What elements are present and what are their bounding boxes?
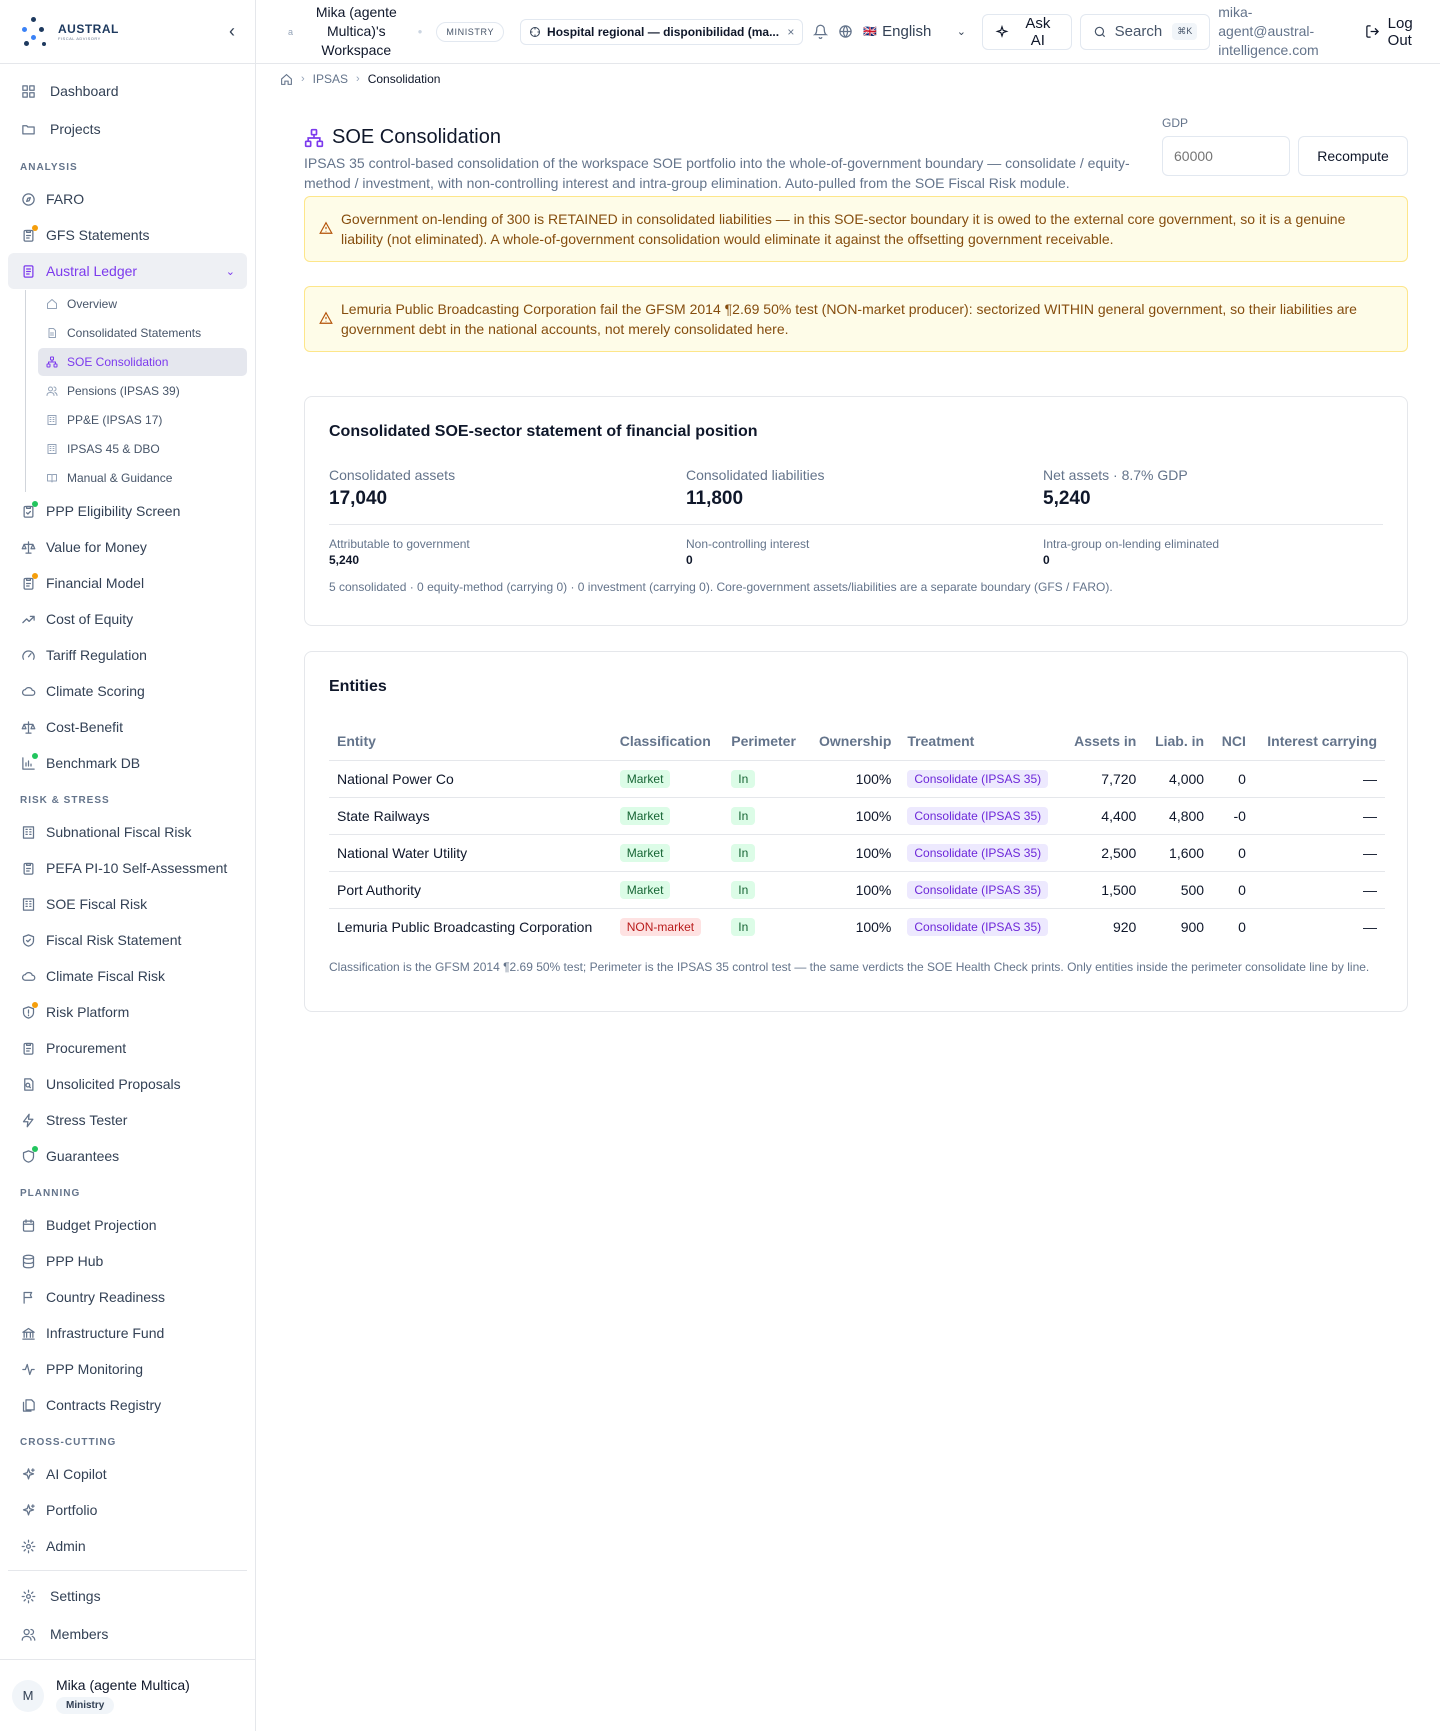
cell-assets: 1,500 xyxy=(1063,871,1145,908)
sidebar-item-label: Infrastructure Fund xyxy=(46,1325,165,1341)
chevron-down-icon: ⌄ xyxy=(225,265,235,278)
breadcrumb-chevron-icon: › xyxy=(356,73,360,85)
subnav-item-pp-e-ipsas-17[interactable] xyxy=(38,406,247,434)
sidebar-item-label: Subnational Fiscal Risk xyxy=(46,824,192,840)
sidebar-item-tariff-regulation[interactable] xyxy=(8,637,247,673)
status-dot xyxy=(32,573,38,579)
page-title: SOE Consolidation xyxy=(332,126,501,148)
scale-icon xyxy=(20,539,36,555)
cell-assets: 920 xyxy=(1112,918,1137,935)
sidebar-nav xyxy=(0,64,255,1661)
sidebar-item-label: Climate Scoring xyxy=(46,683,145,699)
treatment-badge: Consolidate (IPSAS 35) xyxy=(907,918,1048,936)
sidebar-item-benchmark-db[interactable] xyxy=(8,745,247,781)
col-treatment: Treatment xyxy=(899,722,1062,760)
sparkles-icon xyxy=(995,25,1009,39)
workspace-separator: ● xyxy=(417,27,423,36)
cell-classification xyxy=(612,871,724,908)
treatment-badge: Consolidate (IPSAS 35) xyxy=(907,881,1048,899)
subnav-item-label: SOE Consolidation xyxy=(67,355,169,369)
ministry-badge: MINISTRY xyxy=(436,22,504,42)
status-dot xyxy=(32,1002,38,1008)
clipboard-icon xyxy=(20,575,36,591)
status-dot xyxy=(32,753,38,759)
cell-interest-carrying: — xyxy=(1254,871,1385,908)
sidebar-item-contracts-registry[interactable] xyxy=(8,1387,247,1423)
cell-liabilities: 900 xyxy=(1180,918,1205,935)
classification-badge: Market xyxy=(620,770,671,788)
cell-classification xyxy=(612,908,724,945)
files-icon xyxy=(20,1397,36,1413)
chevron-down-icon: ⌄ xyxy=(956,26,967,38)
logout-button[interactable] xyxy=(1365,15,1440,49)
trend-up-icon xyxy=(20,611,36,627)
sub-metric-value: 0 xyxy=(1043,553,1050,567)
sidebar-item-label: PPP Monitoring xyxy=(46,1361,144,1377)
sidebar-item-label: Unsolicited Proposals xyxy=(46,1076,181,1092)
cell-entity: State Railways xyxy=(329,797,612,834)
metric-value: 17,040 xyxy=(329,488,388,509)
subnav-item-pensions-ipsas-39[interactable] xyxy=(38,377,247,405)
sidebar-item-risk-platform[interactable] xyxy=(8,994,247,1030)
folder-icon xyxy=(20,121,36,137)
cell-ownership: 100% xyxy=(855,918,892,935)
cell-ownership: 100% xyxy=(807,760,899,797)
col-entity: Entity xyxy=(329,722,612,760)
page-description: IPSAS 35 control-based consolidation of the workspace SOE portfolio into the whole-of-government boundary — consolidate / equity-method / investment, with non-controlling interest and intra-group elimination. Auto-pulled from the SOE Fiscal Risk module. xyxy=(304,155,1130,191)
building-icon xyxy=(46,414,59,427)
nav-section-heading: PLANNING xyxy=(20,1188,81,1199)
cell-treatment xyxy=(899,908,1062,945)
sidebar-item-austral-ledger[interactable] xyxy=(8,253,247,289)
sidebar-item-label: Contracts Registry xyxy=(46,1397,162,1413)
ledger-icon xyxy=(20,263,36,279)
shield-icon xyxy=(20,1148,36,1164)
cell-entity: Port Authority xyxy=(329,871,612,908)
sidebar-item-label: Value for Money xyxy=(46,539,147,555)
sub-metric-label: Non-controlling interest xyxy=(686,537,810,551)
metric-label: Consolidated liabilities xyxy=(686,467,825,483)
table-row[interactable] xyxy=(329,871,1385,908)
logo-mark-icon xyxy=(20,15,50,49)
sidebar-item-label: Portfolio xyxy=(46,1502,98,1518)
activity-icon xyxy=(20,1361,36,1377)
position-note: 5 consolidated · 0 equity-method (carrying 0) · 0 investment (carrying 0). Core-government assets/liabilities are a separate boundary (GFS / FARO). xyxy=(329,580,1113,594)
cell-liabilities: 500 xyxy=(1144,871,1212,908)
sub-metrics-row xyxy=(329,524,1383,567)
sidebar-item-fiscal-risk-statement[interactable] xyxy=(8,922,247,958)
cell-assets: 4,400 xyxy=(1063,797,1145,834)
cell-liabilities: 4,000 xyxy=(1144,760,1212,797)
breadcrumb xyxy=(280,72,440,86)
file-icon xyxy=(46,327,59,340)
user-email: mika-agent@austral-intelligence.com xyxy=(1218,4,1319,58)
treatment-badge: Consolidate (IPSAS 35) xyxy=(907,770,1048,788)
sidebar-item-members[interactable] xyxy=(8,1615,247,1653)
cell-classification xyxy=(612,760,724,797)
sidebar-item-infrastructure-fund[interactable] xyxy=(8,1315,247,1351)
page-header xyxy=(304,116,1408,193)
sidebar-item-projects[interactable] xyxy=(8,110,247,148)
sidebar-item-label: Admin xyxy=(46,1538,86,1554)
sidebar-item-budget-projection[interactable] xyxy=(8,1207,247,1243)
landmark-icon xyxy=(20,1325,36,1341)
sidebar-item-cost-benefit[interactable] xyxy=(8,709,247,745)
warning-triangle-icon xyxy=(319,221,333,235)
metric-value: 11,800 xyxy=(686,488,744,509)
sidebar-item-label: Country Readiness xyxy=(46,1289,166,1305)
subnav-item-overview[interactable] xyxy=(38,290,247,318)
user-role-badge: Ministry xyxy=(56,1697,114,1714)
building-icon xyxy=(46,443,59,456)
sidebar-item-value-for-money[interactable] xyxy=(8,529,247,565)
sidebar-item-stress-tester[interactable] xyxy=(8,1102,247,1138)
gdp-control xyxy=(1162,116,1408,176)
table-row[interactable] xyxy=(329,797,1385,834)
building-icon xyxy=(20,896,36,912)
sidebar xyxy=(0,0,256,1731)
sidebar-item-ppp-monitoring[interactable] xyxy=(8,1351,247,1387)
network-icon xyxy=(46,356,59,369)
sidebar-item-ppp-eligibility-screen[interactable] xyxy=(8,493,247,529)
sidebar-item-settings[interactable] xyxy=(8,1577,247,1615)
close-icon[interactable]: × xyxy=(787,24,795,39)
breadcrumb-chevron-icon: › xyxy=(301,73,305,85)
subnav-item-manual-guidance[interactable] xyxy=(38,464,247,492)
entities-card xyxy=(304,651,1408,1012)
search-button[interactable] xyxy=(1080,14,1211,50)
sidebar-item-dashboard[interactable] xyxy=(8,72,247,110)
recompute-button[interactable]: Recompute xyxy=(1298,136,1408,176)
crosshair-icon xyxy=(529,26,541,38)
cell-entity: National Power Co xyxy=(329,760,612,797)
compass-icon xyxy=(20,191,36,207)
sidebar-item-label: Members xyxy=(50,1626,109,1642)
sidebar-item-subnational-fiscal-risk[interactable] xyxy=(8,814,247,850)
user-name: Mika (agente Multica) xyxy=(56,1677,190,1693)
cell-interest-carrying: — xyxy=(1254,797,1385,834)
sidebar-item-label: Austral Ledger xyxy=(46,263,138,279)
shield-check-icon xyxy=(20,932,36,948)
cell-treatment xyxy=(899,871,1062,908)
sidebar-item-label: SOE Fiscal Risk xyxy=(46,896,148,912)
gdp-input[interactable] xyxy=(1162,136,1290,176)
sidebar-divider xyxy=(8,1570,247,1571)
sidebar-item-label: Tariff Regulation xyxy=(46,647,147,663)
uk-flag-icon: 🇬🇧 xyxy=(863,26,878,38)
search-icon xyxy=(1093,25,1107,39)
sidebar-item-pefa-pi-10-self-assessment[interactable] xyxy=(8,850,247,886)
collapse-sidebar-icon[interactable]: ‹ xyxy=(229,21,235,41)
cell-perimeter xyxy=(723,871,807,908)
cell-nci: -0 xyxy=(1212,797,1254,834)
cell-entity: Lemuria Public Broadcasting Corporation xyxy=(337,918,593,935)
cell-nci: 0 xyxy=(1212,871,1254,908)
cell-nci: 0 xyxy=(1212,760,1254,797)
sidebar-item-label: FARO xyxy=(46,191,85,207)
status-dot xyxy=(32,225,38,231)
cell-assets: 7,720 xyxy=(1063,760,1145,797)
clipboard-icon xyxy=(20,227,36,243)
cell-interest-carrying: — xyxy=(1254,834,1385,871)
nav-section-heading: ANALYSIS xyxy=(20,162,78,173)
metric-net-assets xyxy=(1043,467,1383,510)
card-title: Consolidated SOE-sector statement of financial position xyxy=(329,423,758,440)
sidebar-item-label: Cost-Benefit xyxy=(46,719,124,735)
perimeter-badge: In xyxy=(731,844,755,862)
cell-classification xyxy=(612,834,724,871)
subnav-item-ipsas-45-dbo[interactable] xyxy=(38,435,247,463)
sidebar-item-portfolio[interactable] xyxy=(8,1492,247,1528)
database-icon xyxy=(20,1253,36,1269)
metric-nci xyxy=(686,537,1043,567)
cell-classification xyxy=(612,797,724,834)
sidebar-item-climate-fiscal-risk[interactable] xyxy=(8,958,247,994)
alert-text: Lemuria Public Broadcasting Corporation fail the GFSM 2014 ¶2.69 50% test (NON-market producer): sectorized WITHIN general government, so their liabilities are government debt in the national accounts, not merely consolidated here. xyxy=(341,301,1357,337)
col-perimeter: Perimeter xyxy=(723,722,807,760)
status-dot xyxy=(32,501,38,507)
subnav-item-label: PP&E (IPSAS 17) xyxy=(67,413,163,427)
users-icon xyxy=(46,385,59,398)
globe-icon xyxy=(838,24,853,39)
brand-sub: FISCAL ADVISORY xyxy=(58,36,101,41)
sidebar-item-procurement[interactable] xyxy=(8,1030,247,1066)
sidebar-item-faro[interactable] xyxy=(8,181,247,217)
sidebar-item-label: AI Copilot xyxy=(46,1466,107,1482)
sidebar-item-label: Stress Tester xyxy=(46,1112,128,1128)
avatar: M xyxy=(12,1680,44,1712)
sidebar-item-gfs-statements[interactable] xyxy=(8,217,247,253)
metric-label: Net assets · 8.7% GDP xyxy=(1043,467,1188,483)
gear-icon xyxy=(20,1588,36,1604)
logo[interactable] xyxy=(20,15,119,49)
cell-assets: 2,500 xyxy=(1063,834,1145,871)
subnav-item-label: Consolidated Statements xyxy=(67,326,202,340)
sidebar-item-label: Guarantees xyxy=(46,1148,120,1164)
sidebar-item-label: Budget Projection xyxy=(46,1217,157,1233)
sidebar-item-label: PPP Eligibility Screen xyxy=(46,503,181,519)
file-search-icon xyxy=(20,1076,36,1092)
lightning-icon xyxy=(20,1112,36,1128)
entities-table xyxy=(329,722,1385,945)
breadcrumb-ipsas[interactable]: IPSAS xyxy=(312,72,349,86)
logout-label: Log Out xyxy=(1387,14,1413,49)
cell-interest-carrying: — xyxy=(1254,760,1385,797)
table-header-row xyxy=(329,722,1385,760)
subnav-item-label: IPSAS 45 & DBO xyxy=(67,442,160,456)
subnav-item-label: Manual & Guidance xyxy=(67,471,173,485)
metric-consolidated-liabilities xyxy=(686,467,1043,510)
sidebar-item-label: Risk Platform xyxy=(46,1004,130,1020)
sidebar-item-unsolicited-proposals[interactable] xyxy=(8,1066,247,1102)
calendar-icon xyxy=(20,1217,36,1233)
ask-ai-label: Ask AI xyxy=(1025,14,1051,49)
classification-badge: Market xyxy=(620,844,671,862)
ledger-subnav xyxy=(25,290,247,492)
sidebar-item-label: Cost of Equity xyxy=(46,611,134,627)
nav-section-heading: CROSS-CUTTING xyxy=(20,1437,117,1448)
cell-treatment xyxy=(899,797,1062,834)
cloud-icon xyxy=(20,683,36,699)
sidebar-item-label: Procurement xyxy=(46,1040,127,1056)
sidebar-item-climate-scoring[interactable] xyxy=(8,673,247,709)
col-ownership: Ownership xyxy=(807,722,899,760)
cell-treatment xyxy=(899,760,1062,797)
workspace-icon: a xyxy=(288,26,294,37)
building-icon xyxy=(20,824,36,840)
cell-nci: 0 xyxy=(1212,834,1254,871)
cell-liabilities: 4,800 xyxy=(1144,797,1212,834)
table-row[interactable] xyxy=(329,834,1385,871)
cell-liabilities: 1,600 xyxy=(1144,834,1212,871)
status-dot xyxy=(32,1146,38,1152)
sidebar-item-label: Settings xyxy=(50,1588,101,1604)
sidebar-item-cost-of-equity[interactable] xyxy=(8,601,247,637)
sidebar-item-label: Financial Model xyxy=(46,575,145,591)
perimeter-badge: In xyxy=(731,918,755,936)
subnav-item-label: Pensions (IPSAS 39) xyxy=(67,384,180,398)
cell-ownership: 100% xyxy=(807,871,899,908)
language-label: English xyxy=(882,23,932,40)
clipboard-icon xyxy=(20,1040,36,1056)
cell-treatment xyxy=(899,834,1062,871)
sub-metric-value: 5,240 xyxy=(329,553,360,567)
sidebar-item-label: GFS Statements xyxy=(46,227,150,243)
users-icon xyxy=(20,1626,36,1642)
subnav-item-label: Overview xyxy=(67,297,118,311)
financial-position-card xyxy=(304,396,1408,626)
cell-ownership: 100% xyxy=(807,834,899,871)
metric-value: 5,240 xyxy=(1043,488,1091,509)
shortcut-hint: ⌘K xyxy=(1172,23,1197,40)
sidebar-item-country-readiness[interactable] xyxy=(8,1279,247,1315)
flag-icon xyxy=(20,1289,36,1305)
clipboard-icon xyxy=(20,860,36,876)
alert-text: Government on-lending of 300 is RETAINED in consolidated liabilities — in this SOE-sector boundary it is owed to the external core government, so it is a genuine liability (not eliminated). A whole-of-government consolidation would eliminate it against the offsetting government receivable. xyxy=(341,211,1346,247)
sidebar-item-soe-fiscal-risk[interactable] xyxy=(8,886,247,922)
grid-icon xyxy=(20,83,36,99)
sidebar-item-label: Dashboard xyxy=(50,83,119,99)
col-interest-carrying: Interest carrying xyxy=(1254,722,1385,760)
metric-eliminated xyxy=(1043,537,1383,567)
scale-icon xyxy=(20,719,36,735)
card-title: Entities xyxy=(329,678,387,695)
clipboard-check-icon xyxy=(20,503,36,519)
brand-name: AUSTRAL xyxy=(58,22,119,36)
metric-label: Consolidated assets xyxy=(329,467,456,483)
gdp-label: GDP xyxy=(1162,116,1189,130)
cell-perimeter xyxy=(723,797,807,834)
metric-attributable xyxy=(329,537,686,567)
topbar xyxy=(256,0,1440,64)
sidebar-item-admin[interactable] xyxy=(8,1528,247,1564)
nav-section-heading: RISK & STRESS xyxy=(20,795,110,806)
subnav-item-soe-consolidation[interactable] xyxy=(38,348,247,376)
sparkles-icon xyxy=(20,1502,36,1518)
treatment-badge: Consolidate (IPSAS 35) xyxy=(907,807,1048,825)
book-icon xyxy=(46,472,59,485)
cell-entity: National Water Utility xyxy=(329,834,612,871)
perimeter-badge: In xyxy=(731,881,755,899)
project-name: Hospital regional — disponibilidad (ma... xyxy=(547,24,780,39)
sub-metric-label: Attributable to government xyxy=(329,537,470,551)
bell-icon[interactable] xyxy=(813,24,828,39)
warning-triangle-icon xyxy=(319,311,333,325)
sidebar-item-label: PEFA PI-10 Self-Assessment xyxy=(46,860,228,876)
sub-metric-label: Intra-group on-lending eliminated xyxy=(1043,537,1220,551)
metric-consolidated-assets xyxy=(329,467,686,510)
perimeter-badge: In xyxy=(731,807,755,825)
col-liabilities: Liab. in xyxy=(1144,722,1212,760)
col-assets: Assets in xyxy=(1063,722,1145,760)
table-row[interactable] xyxy=(329,908,1385,945)
workspace-name[interactable]: Mika (agente Multica)'s Workspace xyxy=(315,4,397,58)
warning-alert xyxy=(304,286,1408,352)
cell-perimeter xyxy=(723,760,807,797)
sidebar-item-label: Fiscal Risk Statement xyxy=(46,932,182,948)
bar-chart-icon xyxy=(20,755,36,771)
classification-badge: Market xyxy=(620,807,671,825)
shield-alert-icon xyxy=(20,1004,36,1020)
perimeter-badge: In xyxy=(731,770,755,788)
sidebar-item-label: Climate Fiscal Risk xyxy=(46,968,166,984)
home-icon xyxy=(46,298,59,311)
cell-perimeter xyxy=(723,908,807,945)
ask-ai-button[interactable] xyxy=(982,14,1072,50)
sidebar-item-ppp-hub[interactable] xyxy=(8,1243,247,1279)
user-card[interactable] xyxy=(0,1659,255,1731)
project-chip[interactable] xyxy=(520,19,803,45)
col-classification: Classification xyxy=(612,722,724,760)
col-nci: NCI xyxy=(1212,722,1254,760)
language-select[interactable] xyxy=(863,23,966,40)
sub-metric-value: 0 xyxy=(686,553,693,567)
classification-badge: NON-market xyxy=(620,918,701,936)
cell-interest-carrying: — xyxy=(1363,918,1377,935)
treatment-badge: Consolidate (IPSAS 35) xyxy=(907,844,1048,862)
sparkles-icon xyxy=(20,1466,36,1482)
search-label: Search xyxy=(1114,23,1163,40)
sidebar-item-label: Benchmark DB xyxy=(46,755,141,771)
home-icon[interactable] xyxy=(280,73,293,86)
sidebar-item-financial-model[interactable] xyxy=(8,565,247,601)
gauge-icon xyxy=(20,647,36,663)
table-row[interactable] xyxy=(329,760,1385,797)
gear-icon xyxy=(20,1538,36,1554)
classification-badge: Market xyxy=(620,881,671,899)
cloud-icon xyxy=(20,968,36,984)
sidebar-item-label: Projects xyxy=(50,121,101,137)
subnav-item-consolidated-statements[interactable] xyxy=(38,319,247,347)
entities-note: Classification is the GFSM 2014 ¶2.69 50% test; Perimeter is the IPSAS 35 control test — the same verdicts the SOE Health Check prints. Only entities inside the perimeter consolidate line by line. xyxy=(329,960,1370,974)
breadcrumb-current: Consolidation xyxy=(367,72,441,86)
metrics-row xyxy=(329,467,1383,510)
cell-ownership: 100% xyxy=(807,797,899,834)
logout-icon xyxy=(1365,24,1380,39)
network-icon xyxy=(304,128,324,148)
sidebar-item-label: PPP Hub xyxy=(46,1253,104,1269)
warning-alert xyxy=(304,196,1408,262)
cell-perimeter xyxy=(723,834,807,871)
sidebar-item-ai-copilot[interactable] xyxy=(8,1456,247,1492)
sidebar-header xyxy=(0,0,255,64)
cell-nci: 0 xyxy=(1238,918,1246,935)
sidebar-item-guarantees[interactable] xyxy=(8,1138,247,1174)
